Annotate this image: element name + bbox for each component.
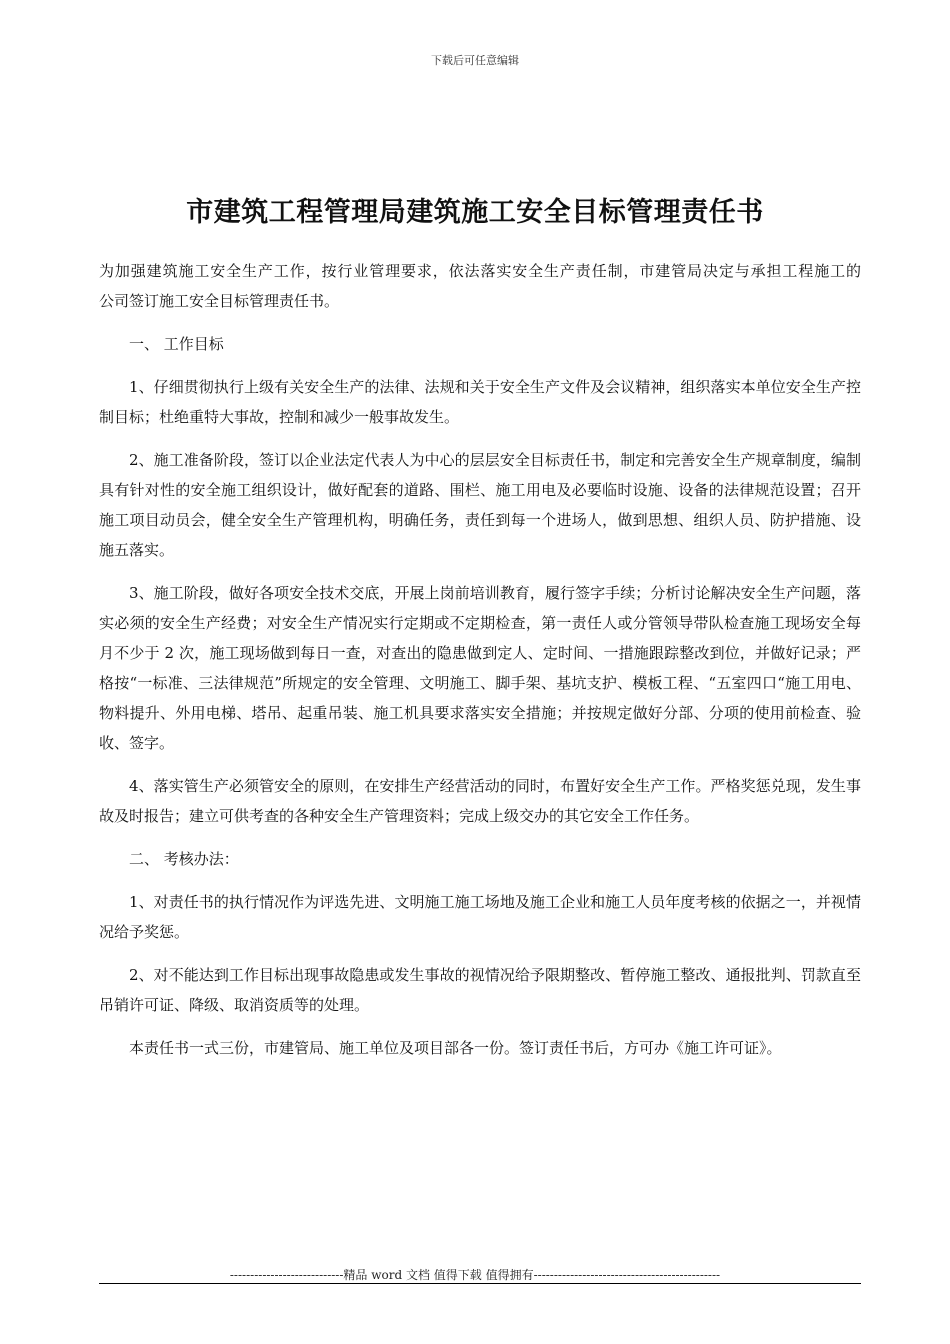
paragraph-goal-4: 4、落实管生产必须管安全的原则，在安排生产经营活动的同时，布置好安全生产工作。严格奖惩兑现，发生事故及时报告；建立可供考查的各种安全生产管理资料；完成上级交办的其它安全工作任务。 [99, 777, 861, 825]
section-heading-work-goals: 一、 工作目标 [129, 335, 224, 353]
footer-text: ----------------------------精品 word 文档 值得下载 值得拥有---------------------------------------------- [229, 1268, 721, 1282]
header-note: 下载后可任意编辑 [431, 54, 519, 67]
footer-divider [99, 1283, 861, 1284]
paragraph-goal-1: 1、仔细贯彻执行上级有关安全生产的法律、法规和关于安全生产文件及会议精神，组织落实本单位安全生产控制目标；杜绝重特大事故，控制和减少一般事故发生。 [99, 378, 861, 426]
paragraph-goal-2: 2、施工准备阶段，签订以企业法定代表人为中心的层层安全目标责任书，制定和完善安全生产规章制度，编制具有针对性的安全施工组织设计，做好配套的道路、围栏、施工用电及必要临时设施、设备的法律规范设置；召开施工项目动员会，健全安全生产管理机构，明确任务，责任到每一个进场人，做到思想、组织人员、防护措施、设施五落实。 [99, 451, 861, 559]
document-title: 市建筑工程管理局建筑施工安全目标管理责任书 [186, 197, 764, 228]
paragraph-assessment-1: 1、对责任书的执行情况作为评选先进、文明施工施工场地及施工企业和施工人员年度考核的依据之一，并视情况给予奖惩。 [99, 893, 861, 941]
paragraph-goal-3: 3、施工阶段，做好各项安全技术交底，开展上岗前培训教育，履行签字手续；分析讨论解决安全生产问题，落实必须的安全生产经费；对安全生产情况实行定期或不定期检查，第一责任人或分管领导带队检查施工现场安全每月不少于 2 次，施工现场做到每日一查，对查出的隐患做到定人、定时间、一措施跟踪整改到位，并做好记录；严格按“一标准、三法律规范”所规定的安全管理、文明施工、脚手架、基坑支护、模板工程、“五室四口“施工用电、物料提升、外用电梯、塔吊、起重吊装、施工机具要求落实安全措施；并按规定做好分部、分项的使用前检查、验收、签字。 [99, 584, 861, 752]
section-heading-assessment: 二、 考核办法： [129, 850, 239, 868]
closing-paragraph: 本责任书一式三份，市建管局、施工单位及项目部各一份。签订责任书后，方可办《施工许可证》。 [129, 1039, 782, 1057]
document-body [99, 256, 892, 1076]
intro-paragraph: 为加强建筑施工安全生产工作，按行业管理要求，依法落实安全生产责任制，市建管局决定与承担工程施工的 公司签订施工安全目标管理责任书。 [99, 262, 892, 310]
paragraph-assessment-2: 2、对不能达到工作目标出现事故隐患或发生事故的视情况给予限期整改、暂停施工整改、通报批判、罚款直至吊销许可证、降级、取消资质等的处理。 [99, 966, 861, 1014]
